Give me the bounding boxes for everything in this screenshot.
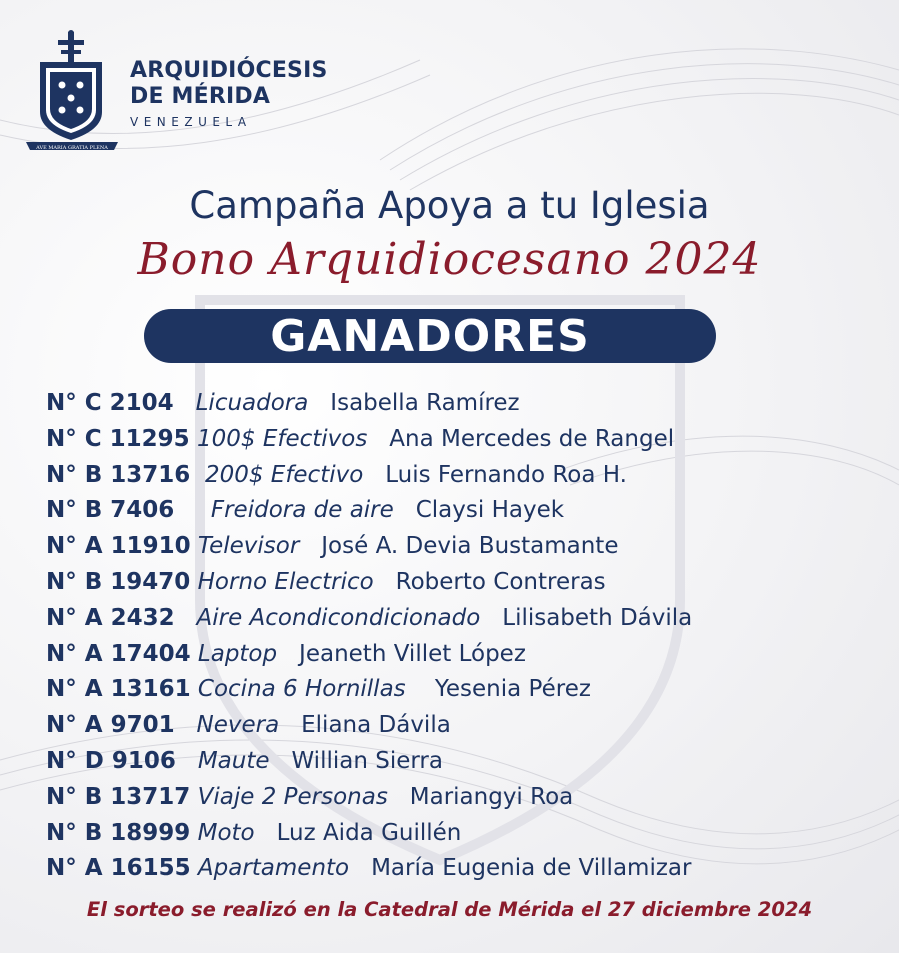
ticket-number: N° A 16155 bbox=[46, 855, 191, 882]
ticket-number: N° B 13717 bbox=[46, 783, 191, 810]
winner-name: María Eugenia de Villamizar bbox=[371, 855, 692, 882]
winner-name: José A. Devia Bustamante bbox=[321, 533, 619, 560]
prize: Aire Acondicondicionado bbox=[196, 604, 481, 631]
ganadores-banner bbox=[144, 309, 716, 363]
ganadores-label: GANADORES bbox=[270, 310, 590, 362]
list-item bbox=[46, 601, 886, 637]
list-item bbox=[46, 672, 886, 708]
ticket-number: N° C 2104 bbox=[46, 390, 174, 416]
list-item bbox=[46, 780, 886, 816]
list-item bbox=[46, 493, 886, 529]
ticket-number: N° A 17404 bbox=[46, 640, 191, 667]
ticket-number: N° A 11910 bbox=[46, 533, 191, 560]
prize: 200$ Efectivo bbox=[204, 461, 364, 488]
winner-name: Lilisabeth Dávila bbox=[502, 604, 693, 631]
winner-name: Roberto Contreras bbox=[395, 568, 606, 595]
winner-name: Luz Aida Guillén bbox=[276, 819, 462, 846]
winner-name: Claysi Hayek bbox=[415, 497, 565, 524]
winner-name: Luis Fernando Roa H. bbox=[385, 461, 627, 488]
list-item bbox=[46, 565, 886, 601]
prize: Laptop bbox=[197, 640, 278, 667]
winner-name: Ana Mercedes de Rangel bbox=[389, 425, 675, 452]
winner-name: Yesenia Pérez bbox=[434, 676, 591, 703]
ticket-number: N° A 2432 bbox=[46, 604, 175, 631]
bono-title: Bono Arquidiocesano 2024 bbox=[137, 234, 762, 285]
ticket-number: N° A 9701 bbox=[46, 712, 175, 739]
org-name-line1: ARQUIDIÓCESIS bbox=[130, 58, 328, 83]
prize: Apartamento bbox=[197, 855, 350, 882]
winner-name: Willian Sierra bbox=[291, 747, 443, 774]
list-item bbox=[46, 744, 886, 780]
ticket-number: N° C 11295 bbox=[46, 425, 190, 452]
prize: Moto bbox=[197, 819, 255, 846]
prize: Televisor bbox=[197, 533, 300, 560]
winner-name: Isabella Ramírez bbox=[330, 390, 520, 416]
list-item bbox=[46, 637, 886, 673]
campaign-title: Campaña Apoya a tu Iglesia bbox=[189, 184, 710, 227]
prize: 100$ Efectivos bbox=[196, 425, 368, 452]
prize: Cocina 6 Hornillas bbox=[197, 676, 406, 703]
org-country: VENEZUELA bbox=[130, 115, 252, 129]
prize: Maute bbox=[197, 747, 270, 774]
winner-name: Jeaneth Villet López bbox=[299, 640, 526, 667]
list-item bbox=[46, 458, 886, 494]
org-name bbox=[130, 58, 390, 129]
prize: Freidora de aire bbox=[210, 497, 394, 524]
winner-name: Mariangyi Roa bbox=[409, 783, 574, 810]
ticket-number: N° B 19470 bbox=[46, 568, 191, 595]
archdiocese-crest-icon bbox=[26, 30, 118, 154]
winners-list bbox=[46, 386, 886, 887]
list-item bbox=[46, 386, 886, 422]
ticket-number: N° B 18999 bbox=[46, 819, 191, 846]
list-item bbox=[46, 851, 886, 887]
org-name-line2: DE MÉRIDA bbox=[130, 84, 271, 109]
prize: Nevera bbox=[196, 712, 280, 739]
prize: Licuadora bbox=[195, 390, 309, 416]
list-item bbox=[46, 422, 886, 458]
ticket-number: N° A 13161 bbox=[46, 676, 191, 703]
ticket-number: N° B 7406 bbox=[46, 497, 175, 524]
prize: Horno Electrico bbox=[197, 568, 374, 595]
motto-ribbon: AVE MARIA GRATIA PLENA bbox=[36, 145, 108, 151]
ticket-number: N° D 9106 bbox=[46, 747, 176, 774]
list-item bbox=[46, 529, 886, 565]
draw-location-note: El sorteo se realizó en la Catedral de Mérida el 27 diciembre 2024 bbox=[86, 898, 813, 921]
list-item bbox=[46, 708, 886, 744]
ticket-number: N° B 13716 bbox=[46, 461, 191, 488]
winner-name: Eliana Dávila bbox=[301, 712, 451, 739]
list-item bbox=[46, 816, 886, 852]
prize: Viaje 2 Personas bbox=[197, 783, 388, 810]
